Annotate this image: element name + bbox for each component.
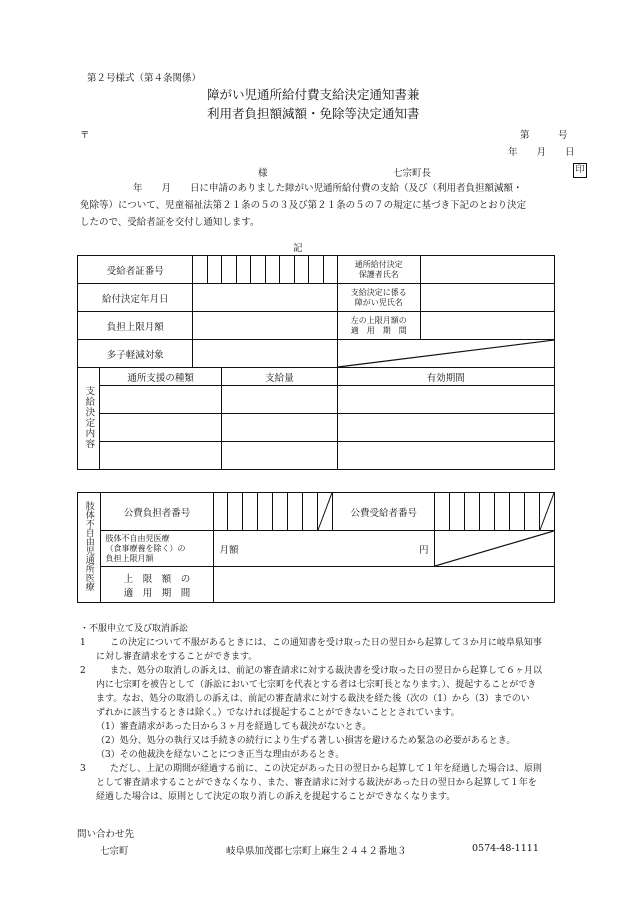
cap-period-label-1: 左の上限月額の	[350, 315, 407, 325]
service-cell[interactable]	[99, 442, 222, 470]
diagonal-line	[435, 531, 554, 566]
seal-mark: 印	[573, 163, 587, 178]
child-name-label	[337, 284, 420, 312]
medical-cap-label	[101, 531, 213, 567]
notes-heading: ・不服申立て及び取消訴訟	[80, 624, 189, 634]
valid-cell[interactable]	[337, 414, 555, 442]
slash-line	[318, 493, 332, 530]
digit-box[interactable]	[207, 256, 222, 284]
postal-mark: 〒	[80, 130, 90, 141]
note-2-item-2: （2）処分、処分の執行又は手続きの続行により生ずる著しい損害を避けるため緊急の必要があるとき。	[96, 736, 516, 746]
medical-cap-label-3: 負担上限月額	[105, 553, 154, 563]
digit-box[interactable]	[450, 493, 465, 531]
digit-box[interactable]	[525, 493, 540, 531]
digit-box[interactable]	[273, 493, 288, 531]
digit-box[interactable]	[288, 493, 303, 531]
cap-value[interactable]	[193, 312, 337, 340]
title-line-2: 利用者負担額減額・免除等決定通知書	[207, 106, 420, 121]
content-row	[78, 386, 555, 414]
issue-date: 年 月 日	[508, 147, 575, 158]
amount-cell[interactable]	[222, 442, 337, 470]
note-2-line-a: また、処分の取消しの訴えは、前記の審査請求に対する裁決書を受け取った日の翌日から起算して６ヶ月以	[110, 666, 543, 676]
decision-table	[77, 255, 555, 470]
row-cap	[78, 312, 555, 340]
multi-child-value[interactable]	[193, 340, 337, 368]
note-2-line-c: ます。なお、処分の取消しの訴えは、前記の審査請求に対する裁決を経た後（次の（1）から（3）までのい	[96, 694, 530, 704]
col-amount: 支給量	[222, 368, 337, 386]
digit-box[interactable]	[222, 256, 237, 284]
service-cell[interactable]	[99, 414, 222, 442]
addressee-suffix: 様	[258, 168, 268, 179]
row-medical-cap	[78, 531, 555, 567]
decision-date-label: 給付決定年月日	[78, 284, 193, 312]
digit-box[interactable]	[280, 256, 295, 284]
guardian-label-2: 保護者氏名	[358, 269, 399, 279]
content-row	[78, 414, 555, 442]
valid-cell[interactable]	[337, 386, 555, 414]
note-1-number: 1	[80, 638, 86, 648]
contact-address: 岐阜県加茂郡七宗町上麻生２４４２番地３	[226, 846, 407, 857]
medical-period-label	[101, 567, 213, 603]
digit-box[interactable]	[309, 256, 324, 284]
medical-cap-label-1: 肢体不自由児医療	[105, 533, 170, 543]
month-amount-label: 月額	[219, 544, 239, 556]
document-number: 第 号	[520, 130, 568, 141]
child-name-value[interactable]	[420, 284, 554, 312]
medical-period-label-1: 上 限 額 の	[123, 573, 191, 585]
digit-box[interactable]	[243, 493, 258, 531]
digit-box[interactable]	[265, 256, 280, 284]
multi-child-label: 多子軽減対象	[78, 340, 193, 368]
amount-cell[interactable]	[222, 386, 337, 414]
contact-heading: 問い合わせ先	[77, 829, 135, 840]
ki-mark: 記	[293, 243, 303, 254]
child-label-2: 障がい児氏名	[354, 297, 403, 307]
medical-period-value[interactable]	[213, 567, 554, 603]
row-payer	[78, 493, 555, 531]
payer-number-label: 公費負担者番号	[101, 493, 213, 531]
yen-label: 円	[418, 544, 429, 556]
row-recipient	[78, 256, 555, 284]
note-3-line-a: ただし、上記の期間が経過する前に、この決定があった日の翌日から起算して１年を経過した場合は、原則	[110, 764, 542, 774]
col-valid-period: 有効期間	[337, 368, 555, 386]
note-1-line-b: に対し審査請求をすることができます。	[96, 652, 258, 662]
medical-cap-blank	[435, 531, 555, 567]
contact-office: 七宗町	[100, 846, 129, 857]
note-3-number: 3	[80, 764, 86, 774]
row-content-header	[78, 368, 555, 386]
cap-period-label	[337, 312, 420, 340]
medical-side-label	[78, 493, 101, 603]
slash-line	[540, 493, 554, 530]
medical-cap-value[interactable]	[213, 531, 435, 567]
medical-side-text: 肢体不自由児通所医療	[83, 501, 94, 591]
note-3-line-b: として審査請求することができなくなり、また、審査請求に対する裁決があった日の翌日から起算して１年を	[96, 778, 537, 788]
row-medical-period	[78, 567, 555, 603]
row-decision-date	[78, 284, 555, 312]
digit-box[interactable]	[480, 493, 495, 531]
medical-cap-label-2: （食事療養を除く）の	[105, 543, 186, 553]
note-1-line-a: この決定について不服があるときには、この通知書を受け取った日の翌日から起算して３か月に岐阜県知事	[110, 638, 542, 648]
content-side-label	[78, 368, 100, 470]
digit-box[interactable]	[258, 493, 273, 531]
service-cell[interactable]	[99, 386, 222, 414]
intro-line-3: したので、受給者証を交付し通知します。	[80, 217, 260, 228]
issuer-name: 七宗町長	[393, 168, 432, 179]
intro-line-1: 年 月 日に申請のありました障がい児通所給付費の支給（及び（利用者負担額減額・	[133, 183, 523, 194]
form-number: 第２号様式（第４条関係）	[87, 73, 202, 84]
digit-box[interactable]	[193, 256, 208, 284]
content-row	[78, 442, 555, 470]
row-multi-child	[78, 340, 555, 368]
digit-box[interactable]	[228, 493, 243, 531]
digit-box[interactable]	[213, 493, 228, 531]
child-label-1: 支給決定に係る	[350, 287, 407, 297]
cap-period-label-2: 適 用 期 間	[350, 325, 407, 335]
digit-box-crossed	[318, 493, 333, 531]
digit-box[interactable]	[303, 493, 318, 531]
note-2-item-3: （3）その他裁決を経ないことにつき正当な理由があるとき。	[96, 750, 345, 760]
contact-phone: 0574-48-1111	[472, 843, 539, 854]
intro-line-2: 免除等）について、児童福祉法第２１条の５の３及び第２１条の５の７の規定に基づき下記のとおり決定	[80, 200, 527, 211]
cap-label: 負担上限月額	[78, 312, 193, 340]
multi-child-blank	[337, 340, 555, 368]
note-2-number: 2	[80, 666, 86, 676]
digit-box[interactable]	[435, 493, 450, 531]
digit-box[interactable]	[510, 493, 525, 531]
note-2-item-1: （1）審査請求があった日から３ヶ月を経過しても裁決がないとき。	[96, 722, 372, 732]
cap-period-value[interactable]	[420, 312, 554, 340]
guardian-name-value[interactable]	[420, 256, 554, 284]
valid-cell[interactable]	[337, 442, 555, 470]
title-line-1: 障がい児通所給付費支給決定通知書兼	[207, 87, 420, 102]
guardian-label-1: 通所給付決定	[354, 259, 403, 269]
note-3-line-c: 経過した場合は、原則として決定の取り消しの訴えを提起することができなくなります。	[96, 792, 456, 802]
appeal-notes	[80, 622, 542, 804]
col-service-type: 通所支援の種類	[99, 368, 222, 386]
medical-table	[77, 492, 555, 603]
decision-date-value[interactable]	[193, 284, 337, 312]
digit-box[interactable]	[294, 256, 309, 284]
digit-box[interactable]	[236, 256, 251, 284]
digit-box[interactable]	[323, 256, 337, 284]
content-side-text: 支給決定内容	[83, 385, 95, 449]
diagonal-line	[338, 340, 555, 367]
note-2-line-d: ずれかに該当するときは除く。）でなければ提起することができないこととされています。	[96, 708, 460, 718]
amount-cell[interactable]	[222, 414, 337, 442]
note-2-line-b: 内に七宗町を被告として（訴訟において七宗町を代表とする者は七宗町長となります。）、提起することができ	[96, 680, 537, 690]
digit-box[interactable]	[465, 493, 480, 531]
digit-box[interactable]	[251, 256, 266, 284]
guardian-name-label	[337, 256, 420, 284]
medical-period-label-2: 適 用 期 間	[123, 587, 191, 599]
digit-box-crossed	[540, 493, 555, 531]
recipient-number-label: 受給者証番号	[78, 256, 193, 284]
digit-box[interactable]	[495, 493, 510, 531]
recipient-public-label: 公費受給者番号	[333, 493, 435, 531]
